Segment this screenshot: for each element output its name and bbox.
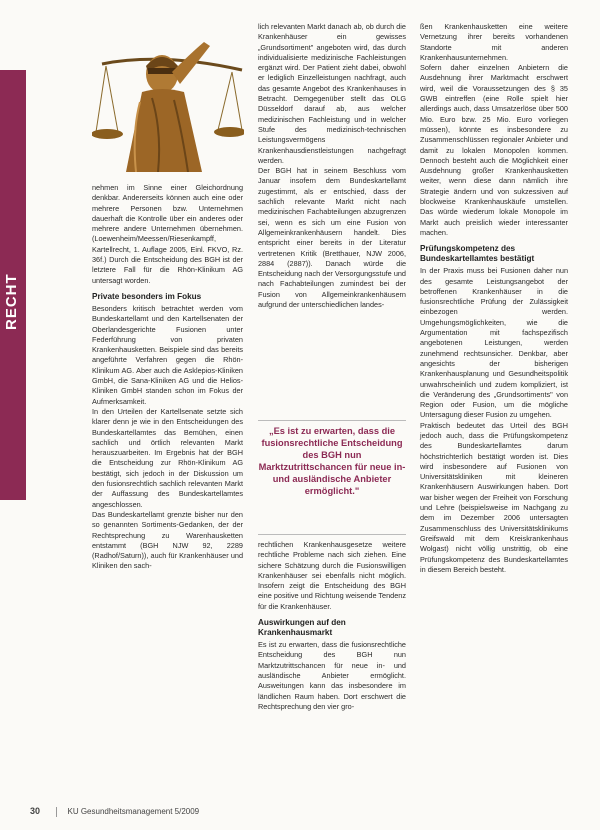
paragraph: In den Urteilen der Kartellsenate setzte sich klarer denn je wie in den Entscheidungen des Bundeskartellamtes das Bemühen, einen sachlich und örtlich relevanten Markt herauszuarbeiten. Im Ergebnis hat der BGH die Entscheidung zur Rhön-Klinikum AG bestätigt, sich jedoch in der Diskussion um den fusionsrechtlich sachlich relevanten Markt der Auffassung des Bundeskartellamtes angeschlossen. — [92, 406, 243, 509]
article-column-2-top — [258, 22, 406, 310]
article-column-1 — [92, 183, 243, 572]
paragraph: nehmen im Sinne einer Gleichordnung denkbar. Andererseits können auch eine oder mehrere Personen bzw. Unternehmen dauerhaft die Kontrolle über ein anderes oder mehrere andere Unternehmen übernehmen. (Loewenheim/Meessen/Riesenkampff, Kartellrecht, 1. Auflage 2005, Einl. FKVO, Rz. 36f.) Durch die Entscheidung des BGH ist der letztere Fall für die Rhön-Klinikum AG untersagt worden. — [92, 183, 243, 285]
pull-quote: „Es ist zu erwarten, dass die fusionsrechtliche Entscheidung des BGH nun Marktzutrittschancen für neue in- und ausländische Anbieter ermöglicht." — [258, 426, 406, 496]
paragraph: In der Praxis muss bei Fusionen daher nun des gesamte Leistungsangebot der betroffenen Krankenhäuser in die fusionsrechtliche Prüfung der Zulässigkeit einbezogen werden. Umgehungsmöglichkeiten, wie die Argumentation mit fachspezifisch angebotenen Leistungen, werden zunehmend rechtsunsicher. Denkbar, aber angesichts der bisherigen Krankenhausplanung und Gesundheitspolitik unwahrscheinlich und zudem kompliziert, ist die Veränderung des „Grundsortiments" von Region oder Fusion, um die mögliche Untersagung dieser Fusion zu umgehen. — [420, 266, 568, 420]
quote-rule-bottom — [258, 534, 406, 535]
paragraph: Das Bundeskartellamt grenzte bisher nur den so genannten Sortiments-Gedanken, der der Rechtsprechung zu Warenhausketten entstammt (BGH NJW 92, 2289 (Radhof/Saturn)), auch für Krankenhäuser und Kliniken den sach- — [92, 509, 243, 571]
footer-divider — [56, 807, 57, 817]
paragraph: Besonders kritisch betrachtet werden vom Bundeskartellamt und den Kartellsenaten der Oberlandesgerichte Fusionen unter Federführung von privaten Krankenhausketten. Beispiele sind das bereits angeführte Verfahren gegen die Rhön-Klinikum AG. Aber auch die Asklepios-Kliniken GmbH, die Sana-Kliniken AG und die Helios-Kliniken GmbH standen schon im Fokus der Aufmerksamkeit. — [92, 303, 243, 406]
article-column-3 — [420, 22, 568, 575]
subheading-market-effects: Auswirkungen auf den Krankenhausmarkt — [258, 618, 346, 638]
page-number: 30 — [30, 806, 41, 816]
section-tab-label: RECHT — [3, 273, 20, 330]
section-tab — [0, 70, 26, 500]
publication-name: KU Gesundheitsmanagement 5/2009 — [67, 807, 200, 816]
paragraph: Praktisch bedeutet das Urteil des BGH jedoch auch, dass die Prüfungskompetenz des Bundeskartellamtes darum höchstrichterlich bestätigt worden ist. Dies wird insbesondere auf Fusionen von Universitätskliniken mit kleineren Krankenhäusern Auswirkungen haben. Dort war bisher wegen der Freiheit von Forschung und Lehre (beispielsweise im Nachgang zu dem im Dezember 2006 untersagten Zusammenschluss des Universitätsklinikums Greifswald mit dem Kreiskrankenhaus Wolgast) nicht völlig unstrittig, ob eine Prüfungskompetenz des Bundeskartellamtes in diesem Bereich besteht. — [420, 420, 568, 574]
paragraph: lich relevanten Markt danach ab, ob durch die Krankenhäuser ein gewisses „Grundsortiment" angeboten wird, das durch individualisierte medizinische Fachleistungen ergänzt wird. Der Patient zieht dabei, obwohl er lediglich Einzelleistungen nachfragt, auch das gesamte Angebot des Krankenhauses in Betracht. Demgegenüber stellt das OLG Düsseldorf darauf ab, aus welcher medizinischen Fachleistung und in welcher Stufe des medizinisch-technischen Leistungsvermögens Krankenhausdienstleistungen nachgefragt werden. — [258, 22, 406, 165]
subheading-audit-competence: Prüfungskompetenz des Bundeskartellamtes bestätigt — [420, 244, 535, 264]
quote-rule-top — [258, 420, 406, 421]
article-column-2-bottom — [258, 540, 406, 712]
paragraph: ßen Krankenhausketten eine weitere Vernetzung ihrer bereits vorhandenen Standorte mit anderen Krankenhausunternehmen. — [420, 22, 568, 62]
paragraph: Der BGH hat in seinem Beschluss vom Januar insofern dem Bundeskartellamt zugestimmt, als er entschied, dass der sachlich relevante Markt nicht nach medizinischen Fachabteilungen abzugrenzen sei, wenn es sich um eine Fusion von Allgemeinkrankenhäusern handelt. Dies entspricht einer bereits in der Literatur vertretenen Kritik (Bretthauer, NJW 2006, 2884 (2887)). Danach würde die Entscheidung nach der Versorgungsstufe und nach Fachabteilungen zumindest bei der Fusion von Allgemeinkrankenhäusern aufgrund der unterschiedlichen landes- — [258, 166, 406, 310]
paragraph: Sofern daher einzelnen Anbietern die Ausdehnung ihrer Marktmacht erschwert wird, weil die Voraussetzungen des § 35 GWB eintreffen (eine Rolle spielt hier allerdings auch, dass Umsatzerlöse über 500 Mio. Euro bzw. 25 Mio. Euro vorliegen müssen), könnte es insbesondere zu Zusammenschlüssen regionaler Anbieter und damit zu lokalen Monopolen kommen. Dennoch besteht auch die Möglichkeit einer Ausdehnung großer Krankenhausketten weiter, wenn diese dann nämlich ihre Strategie ändern und von sukzessiven auf blockweise Krankenhauskäufe umstellen. Das würde wiederum lokale Monopole im Markt auch preislich wieder interessanter machen. — [420, 63, 568, 237]
justitia-statue-icon — [92, 12, 244, 172]
justitia-statue-image — [92, 12, 244, 172]
paragraph: Es ist zu erwarten, dass die fusionsrechtliche Entscheidung des BGH nun Marktzutrittschancen für neue in- und ausländische Anbieter ermöglicht. Ausweitungen kann das insbesondere im ländlichen Raum haben. Dort erschwert die Rechtsprechung den vier gro- — [258, 640, 406, 711]
page-footer — [30, 806, 199, 817]
paragraph: rechtlichen Krankenhausgesetze weitere rechtliche Probleme nach sich ziehen. Eine sichere Schätzung durch die Fusionswilligen Krankenhäuser sei ebenfalls nicht möglich. Insofern zeigt die Entscheidung des BGH eine positive und Richtung weisende Tendenz für die Krankenhäuser. — [258, 540, 406, 611]
subheading-private-focus: Private besonders im Fokus — [92, 291, 202, 301]
